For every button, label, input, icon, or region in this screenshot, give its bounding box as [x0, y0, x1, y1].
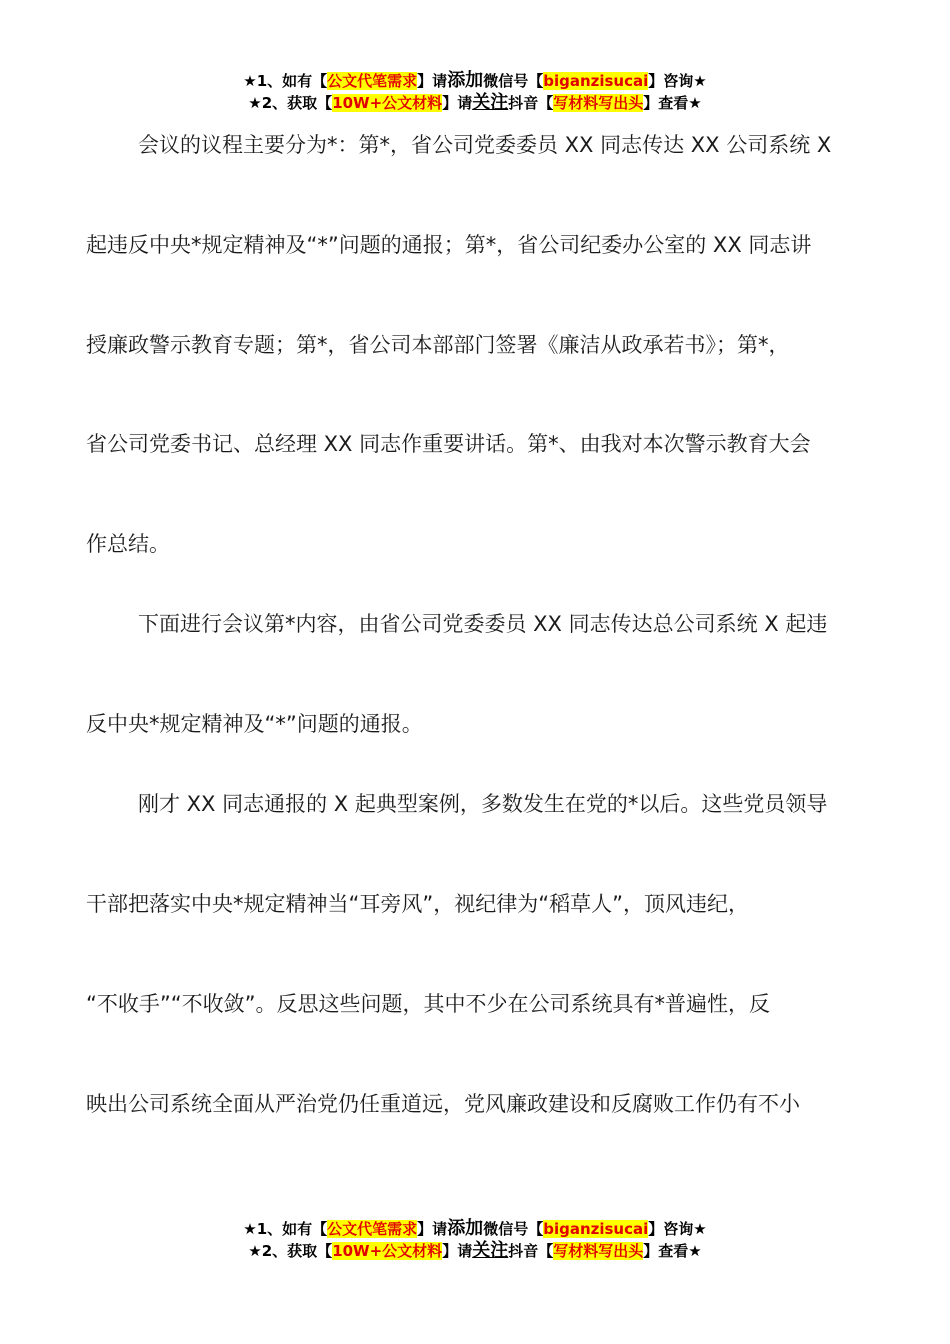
banner-douyin-id: 写材料写出头 — [553, 94, 644, 112]
banner-line-2 — [0, 1240, 950, 1262]
body-line: 会议的议程主要分为*：第*，省公司党委委员 XX 同志传达 XX 公司系统 X — [138, 133, 832, 157]
header-banner — [0, 70, 950, 114]
footer-banner — [0, 1218, 950, 1262]
banner-text: ★1、如有【 — [243, 1220, 328, 1238]
banner-wechat-id: biganzisucai — [543, 72, 649, 90]
banner-line-1 — [0, 1218, 950, 1240]
banner-text: ★2、获取【 — [248, 1242, 333, 1260]
body-line: 下面进行会议第*内容，由省公司党委委员 XX 同志传达总公司系统 X 起违 — [138, 612, 828, 636]
body-line: 映出公司系统全面从严治党仍任重道远，党风廉政建设和反腐败工作仍有不小 — [86, 1092, 800, 1116]
banner-text: 微信号【 — [483, 1220, 544, 1238]
banner-text: 抖音【 — [508, 1242, 554, 1260]
banner-highlight: 公文代笔需求 — [327, 72, 418, 90]
banner-emphasis: 添加 — [447, 1218, 484, 1239]
banner-douyin-id: 写材料写出头 — [553, 1242, 644, 1260]
body-line: 授廉政警示教育专题；第*，省公司本部部门签署《廉洁从政承若书》；第*， — [86, 333, 790, 357]
banner-wechat-id: biganzisucai — [543, 1220, 649, 1238]
banner-text: ★1、如有【 — [243, 72, 328, 90]
banner-text: 】请 — [417, 72, 448, 90]
banner-line-2 — [0, 92, 950, 114]
banner-highlight: 10W+公文材料 — [332, 94, 443, 112]
body-line: 反中央*规定精神及“*”问题的通报。 — [86, 712, 423, 736]
body-line: 刚才 XX 同志通报的 X 起典型案例，多数发生在党的*以后。这些党员领导 — [138, 792, 828, 816]
body-line: “不收手”“不收敛”。反思这些问题，其中不少在公司系统具有*普遍性，反 — [86, 992, 771, 1016]
banner-text: 抖音【 — [508, 94, 554, 112]
banner-text: ★2、获取【 — [248, 94, 333, 112]
banner-text: 】查看★ — [643, 94, 702, 112]
body-line: 省公司党委书记、总经理 XX 同志作重要讲话。第*、由我对本次警示教育大会 — [86, 432, 811, 456]
banner-highlight: 公文代笔需求 — [327, 1220, 418, 1238]
banner-highlight: 10W+公文材料 — [332, 1242, 443, 1260]
banner-text: 】咨询★ — [648, 72, 707, 90]
banner-emphasis: 关注 — [472, 92, 509, 113]
banner-text: 】查看★ — [643, 1242, 702, 1260]
banner-text: 】咨询★ — [648, 1220, 707, 1238]
body-line: 作总结。 — [86, 532, 170, 556]
banner-emphasis: 添加 — [447, 70, 484, 91]
banner-emphasis: 关注 — [472, 1240, 509, 1261]
banner-text: 】请 — [442, 1242, 473, 1260]
banner-line-1 — [0, 70, 950, 92]
body-line: 起违反中央*规定精神及“*”问题的通报；第*，省公司纪委办公室的 XX 同志讲 — [86, 233, 812, 257]
body-line: 干部把落实中央*规定精神当“耳旁风”，视纪律为“稻草人”，顶风违纪， — [86, 892, 750, 916]
banner-text: 微信号【 — [483, 72, 544, 90]
banner-text: 】请 — [417, 1220, 448, 1238]
banner-text: 】请 — [442, 94, 473, 112]
